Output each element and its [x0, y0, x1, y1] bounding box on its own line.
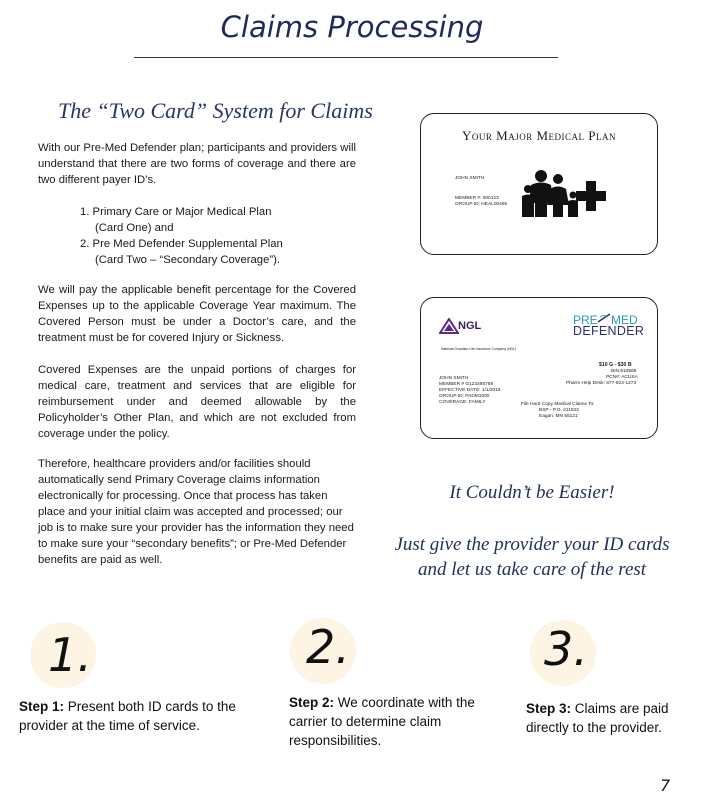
card1-title: Your Major Medical Plan	[462, 128, 616, 143]
card2-mail-line1: File Hard Copy Medical Claims To:	[521, 402, 595, 407]
providers-paragraph: Therefore, healthcare providers and/or facilities should automatically send Primary Coverage claims information electronically for processing. Once that process has taken place and your initial claim was accepted and processed; our job is to make sure your provider has the information they need to make sure your “secondary benefits”; or Pre-Med Defender benefits are paid as well.	[38, 458, 354, 566]
card2-company: National Guardian Life Insurance Company (NGL)	[441, 347, 517, 351]
step-2-description: We coordinate with the carrier to determine claim responsibilities.	[289, 695, 475, 748]
card1-group: GROUP ID: HEAL00456	[455, 202, 508, 207]
card2-effective: EFFECTIVE DATE: 1/1/2016	[439, 388, 501, 393]
page-number: 7	[660, 776, 671, 795]
card1-name: JOHN SMITH	[455, 176, 485, 181]
covered-expenses-paragraph: Covered Expenses are the unpaid portions of charges for medical care, treatment and services that are eligible for reimbursement under and deemed allowable by the Policyholder’s Other Plan, and which are not excluded from coverage under the policy.	[38, 364, 356, 440]
list-item-1-note: (Card One) and	[95, 222, 174, 234]
step-3-number: 3.	[544, 622, 588, 676]
list-item-1: 1. Primary Care or Major Medical Plan	[80, 206, 272, 218]
brand-defender: DEFENDER	[573, 324, 645, 338]
step-1-number: 1.	[48, 628, 92, 682]
list-item-2: 2. Pre Med Defender Supplemental Plan	[80, 238, 283, 250]
step-1-text	[19, 697, 264, 735]
card2-pcn: PCN#: ACUSA	[606, 375, 638, 380]
step-2-number: 2.	[306, 620, 350, 674]
card2-name: JOHN SMITH	[439, 376, 469, 381]
page-title: Claims Processing	[220, 10, 484, 44]
caduceus-icon	[597, 312, 611, 324]
card2-mail-line2: BSP - P.O. 211033	[539, 408, 579, 413]
card2-mail-line3: Eagan, MN 55121	[539, 414, 578, 419]
callout-line-2: and let us take care of the rest	[417, 559, 647, 580]
premed-defender-card	[420, 297, 658, 439]
step-3-text	[526, 699, 694, 737]
step-3-description: Claims are paid directly to the provider.	[526, 701, 669, 735]
benefit-paragraph: We will pay the applicable benefit percentage for the Covered Expenses up to the applicable Coverage Year maximum. The Covered Person must be under a Doctor’s care, and the treatment must be for covered Injury or Sickness.	[38, 284, 356, 344]
step-2-label: Step 2:	[289, 695, 335, 710]
major-medical-card	[420, 113, 658, 255]
plus-icon	[576, 181, 606, 211]
card2-pharm: Pharm Help Desk: 877-823-1273	[566, 381, 637, 386]
title-rule	[134, 57, 558, 58]
intro-paragraph: With our Pre-Med Defender plan; participants and providers will understand that there are two forms of coverage and there are two different payer ID’s.	[38, 142, 356, 186]
ngl-logo-icon	[439, 318, 459, 334]
card2-member: MEMBER # G123456789	[439, 382, 494, 387]
coverage-list	[80, 204, 356, 268]
list-item-2-note: (Card Two – “Secondary Coverage”).	[95, 254, 281, 266]
section-subtitle: The “Two Card” System for Claims	[58, 98, 373, 123]
brand-med: MED	[611, 313, 638, 327]
brand-pre: PRE	[573, 313, 598, 327]
card2-group: GROUP ID: PADM1000	[439, 394, 490, 399]
family-icon	[519, 169, 611, 219]
callout-line-1: Just give the provider your ID cards	[394, 534, 670, 555]
easier-callout: It Couldn’t be Easier!	[449, 482, 615, 503]
card2-coverage: COVERAGE: FAMILY	[439, 400, 486, 405]
step-2-text	[289, 693, 479, 750]
card1-member: MEMBER #: 000123	[455, 196, 499, 201]
card2-copays: $10 G - $30 B	[599, 362, 632, 368]
step-1-label: Step 1:	[19, 699, 65, 714]
ngl-logo-text: NGL	[458, 320, 482, 332]
step-3-label: Step 3:	[526, 701, 572, 716]
step-1-description: Present both ID cards to the provider at the time of service.	[19, 699, 236, 733]
card2-bin: BIN:610568	[611, 369, 637, 374]
